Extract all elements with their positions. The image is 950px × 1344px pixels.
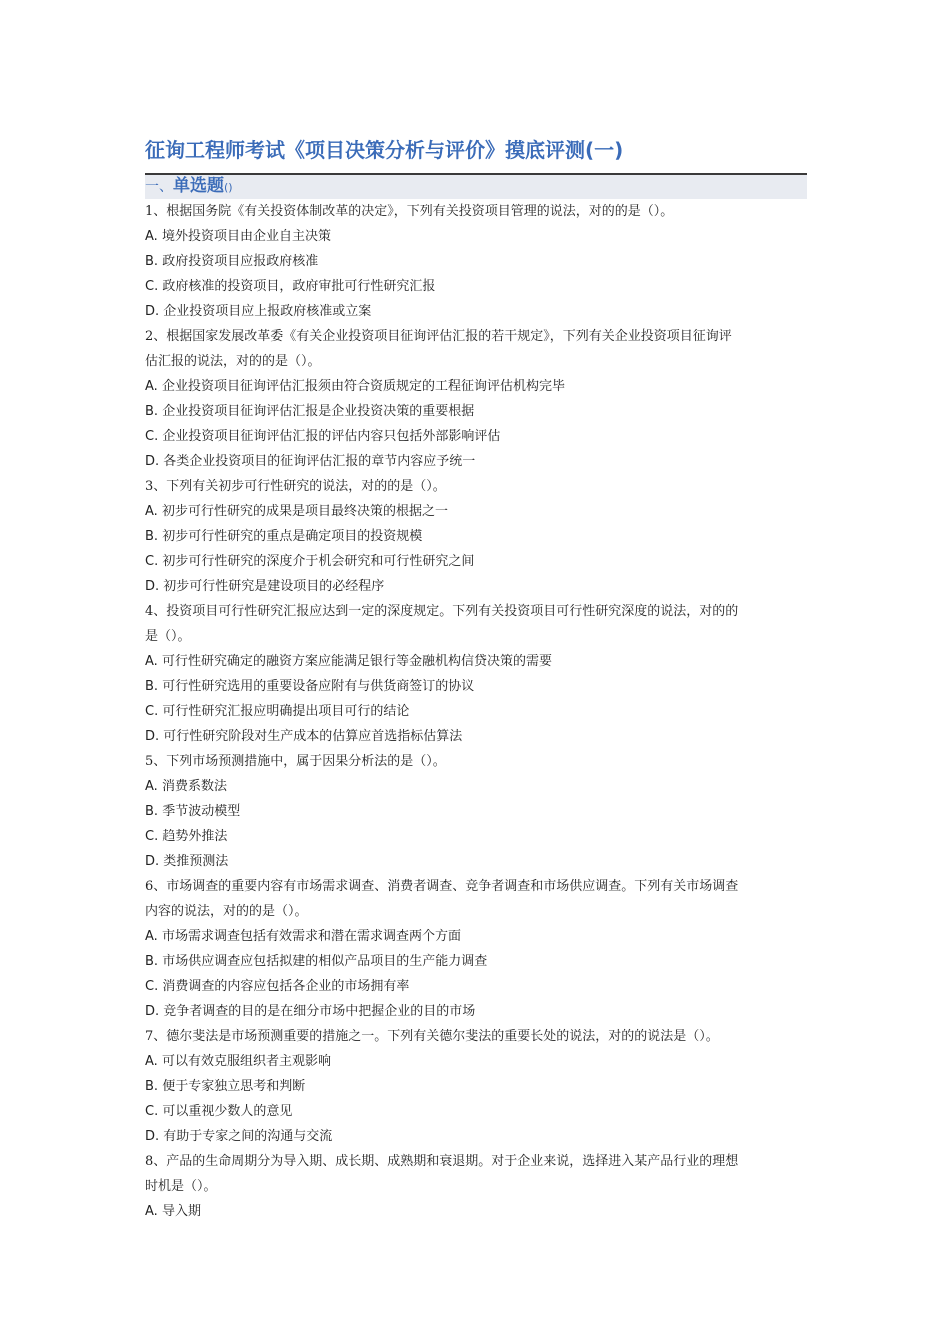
- question-stem: 时机是（）。: [145, 1179, 217, 1194]
- question-stem: 估汇报的说法，对的的是（）。: [145, 354, 321, 369]
- option-letter: C.: [145, 554, 163, 569]
- option-text: 可行性研究阶段对生产成本的估算应首选指标估算法: [163, 729, 463, 744]
- option-letter: C.: [145, 704, 163, 719]
- section-number: 一、: [145, 179, 173, 195]
- answer-option: [145, 274, 807, 299]
- option-letter: D.: [145, 579, 164, 594]
- option-text: 可以重视少数人的意见: [162, 1104, 293, 1119]
- answer-option: [145, 549, 807, 574]
- option-text: 导入期: [161, 1204, 201, 1219]
- option-text: 企业投资项目应上报政府核准或立案: [163, 304, 372, 319]
- option-letter: B.: [145, 679, 163, 694]
- option-letter: D.: [145, 454, 164, 469]
- option-text: 类推预测法: [163, 854, 229, 869]
- option-text: 企业投资项目征询评估汇报是企业投资决策的重要根据: [162, 404, 475, 419]
- question-item: [145, 599, 807, 749]
- option-text: 政府核准的投资项目，政府审批可行性研究汇报: [162, 279, 436, 294]
- answer-option: [145, 1074, 807, 1099]
- question-stem: 6、市场调查的重要内容有市场需求调查、消费者调查、竞争者调查和市场供应调查。下列有关市场调查: [145, 879, 739, 894]
- section-header: [145, 174, 233, 198]
- answer-option: [145, 1099, 807, 1124]
- answer-option: [145, 299, 807, 324]
- answer-option: [145, 1199, 807, 1224]
- question-item: [145, 749, 807, 874]
- answer-option: [145, 974, 807, 999]
- answer-option: [145, 799, 807, 824]
- option-text: 可行性研究汇报应明确提出项目可行的结论: [162, 704, 410, 719]
- answer-option: [145, 399, 807, 424]
- option-text: 政府投资项目应报政府核准: [162, 254, 319, 269]
- answer-option: [145, 699, 807, 724]
- option-letter: D.: [145, 1129, 164, 1144]
- answer-option: [145, 999, 807, 1024]
- option-letter: C.: [145, 1104, 163, 1119]
- option-text: 便于专家独立思考和判断: [162, 1079, 306, 1094]
- option-text: 消费系数法: [161, 779, 227, 794]
- answer-option: [145, 524, 807, 549]
- question-item: [145, 199, 807, 324]
- option-letter: A.: [145, 1204, 162, 1219]
- option-letter: A.: [145, 654, 162, 669]
- option-letter: D.: [145, 729, 164, 744]
- answer-option: [145, 949, 807, 974]
- option-letter: B.: [145, 804, 163, 819]
- option-letter: C.: [145, 429, 163, 444]
- option-letter: B.: [145, 404, 163, 419]
- answer-option: [145, 924, 807, 949]
- answer-option: [145, 649, 807, 674]
- question-item: [145, 324, 807, 474]
- option-text: 市场供应调查应包括拟建的相似产品项目的生产能力调查: [162, 954, 488, 969]
- option-letter: C.: [145, 829, 163, 844]
- answer-option: [145, 374, 807, 399]
- option-letter: D.: [145, 854, 164, 869]
- option-letter: A.: [145, 779, 162, 794]
- answer-option: [145, 424, 807, 449]
- option-text: 企业投资项目征询评估汇报须由符合资质规定的工程征询评估机构完毕: [161, 379, 565, 394]
- question-stem: 内容的说法，对的的是（）。: [145, 904, 308, 919]
- question-stem: 3、下列有关初步可行性研究的说法，对的的是（）。: [145, 479, 446, 494]
- option-text: 消费调查的内容应包括各企业的市场拥有率: [162, 979, 410, 994]
- option-letter: A.: [145, 379, 162, 394]
- option-letter: A.: [145, 929, 162, 944]
- question-item: [145, 1149, 807, 1224]
- option-letter: A.: [145, 504, 162, 519]
- answer-option: [145, 224, 807, 249]
- option-text: 竞争者调查的目的是在细分市场中把握企业的目的市场: [163, 1004, 476, 1019]
- option-text: 初步可行性研究的成果是项目最终决策的根据之一: [161, 504, 448, 519]
- option-letter: B.: [145, 529, 163, 544]
- option-text: 有助于专家之间的沟通与交流: [163, 1129, 333, 1144]
- option-text: 趋势外推法: [162, 829, 228, 844]
- document-title: 征询工程师考试《项目决策分析与评价》摸底评测(一): [145, 138, 624, 162]
- option-letter: B.: [145, 954, 163, 969]
- option-letter: A.: [145, 1054, 162, 1069]
- answer-option: [145, 249, 807, 274]
- option-letter: C.: [145, 279, 163, 294]
- question-stem: 8、产品的生命周期分为导入期、成长期、成熟期和衰退期。对于企业来说，选择进入某产品行业的理想: [145, 1154, 739, 1169]
- option-letter: B.: [145, 1079, 163, 1094]
- option-letter: C.: [145, 979, 163, 994]
- answer-option: [145, 674, 807, 699]
- question-stem: 4、投资项目可行性研究汇报应达到一定的深度规定。下列有关投资项目可行性研究深度的说法，对的的: [145, 604, 739, 619]
- option-text: 各类企业投资项目的征询评估汇报的章节内容应予统一: [163, 454, 476, 469]
- option-text: 初步可行性研究是建设项目的必经程序: [163, 579, 385, 594]
- answer-option: [145, 1049, 807, 1074]
- option-text: 初步可行性研究的重点是确定项目的投资规模: [162, 529, 423, 544]
- answer-option: [145, 499, 807, 524]
- answer-option: [145, 774, 807, 799]
- option-text: 企业投资项目征询评估汇报的评估内容只包括外部影响评估: [162, 429, 501, 444]
- section-header-bar: [145, 173, 807, 199]
- answer-option: [145, 724, 807, 749]
- section-label: 单选题: [173, 176, 224, 196]
- option-text: 境外投资项目由企业自主决策: [161, 229, 331, 244]
- answer-option: [145, 849, 807, 874]
- answer-option: [145, 824, 807, 849]
- question-item: [145, 874, 807, 1024]
- option-text: 可行性研究选用的重要设备应附有与供货商签订的协议: [162, 679, 475, 694]
- question-stem: 是（）。: [145, 629, 191, 644]
- question-item: [145, 1024, 807, 1149]
- option-text: 初步可行性研究的深度介于机会研究和可行性研究之间: [162, 554, 475, 569]
- option-letter: D.: [145, 304, 164, 319]
- answer-option: [145, 449, 807, 474]
- question-stem: 5、下列市场预测措施中，属于因果分析法的是（）。: [145, 754, 446, 769]
- question-stem: 2、根据国家发展改革委《有关企业投资项目征询评估汇报的若干规定》，下列有关企业投资项目征询评: [145, 329, 732, 344]
- section-paren: (): [224, 181, 233, 194]
- answer-option: [145, 574, 807, 599]
- question-stem: 1、根据国务院《有关投资体制改革的决定》，下列有关投资项目管理的说法，对的的是（）。: [145, 204, 674, 219]
- question-item: [145, 474, 807, 599]
- option-letter: B.: [145, 254, 163, 269]
- option-text: 可行性研究确定的融资方案应能满足银行等金融机构信贷决策的需要: [161, 654, 552, 669]
- option-letter: D.: [145, 1004, 164, 1019]
- option-text: 季节波动模型: [162, 804, 241, 819]
- option-letter: A.: [145, 229, 162, 244]
- option-text: 可以有效克服组织者主观影响: [161, 1054, 331, 1069]
- option-text: 市场需求调查包括有效需求和潜在需求调查两个方面: [161, 929, 461, 944]
- question-list: [145, 199, 807, 1224]
- question-stem: 7、德尔斐法是市场预测重要的措施之一。下列有关德尔斐法的重要长处的说法，对的的说法是（）。: [145, 1029, 719, 1044]
- answer-option: [145, 1124, 807, 1149]
